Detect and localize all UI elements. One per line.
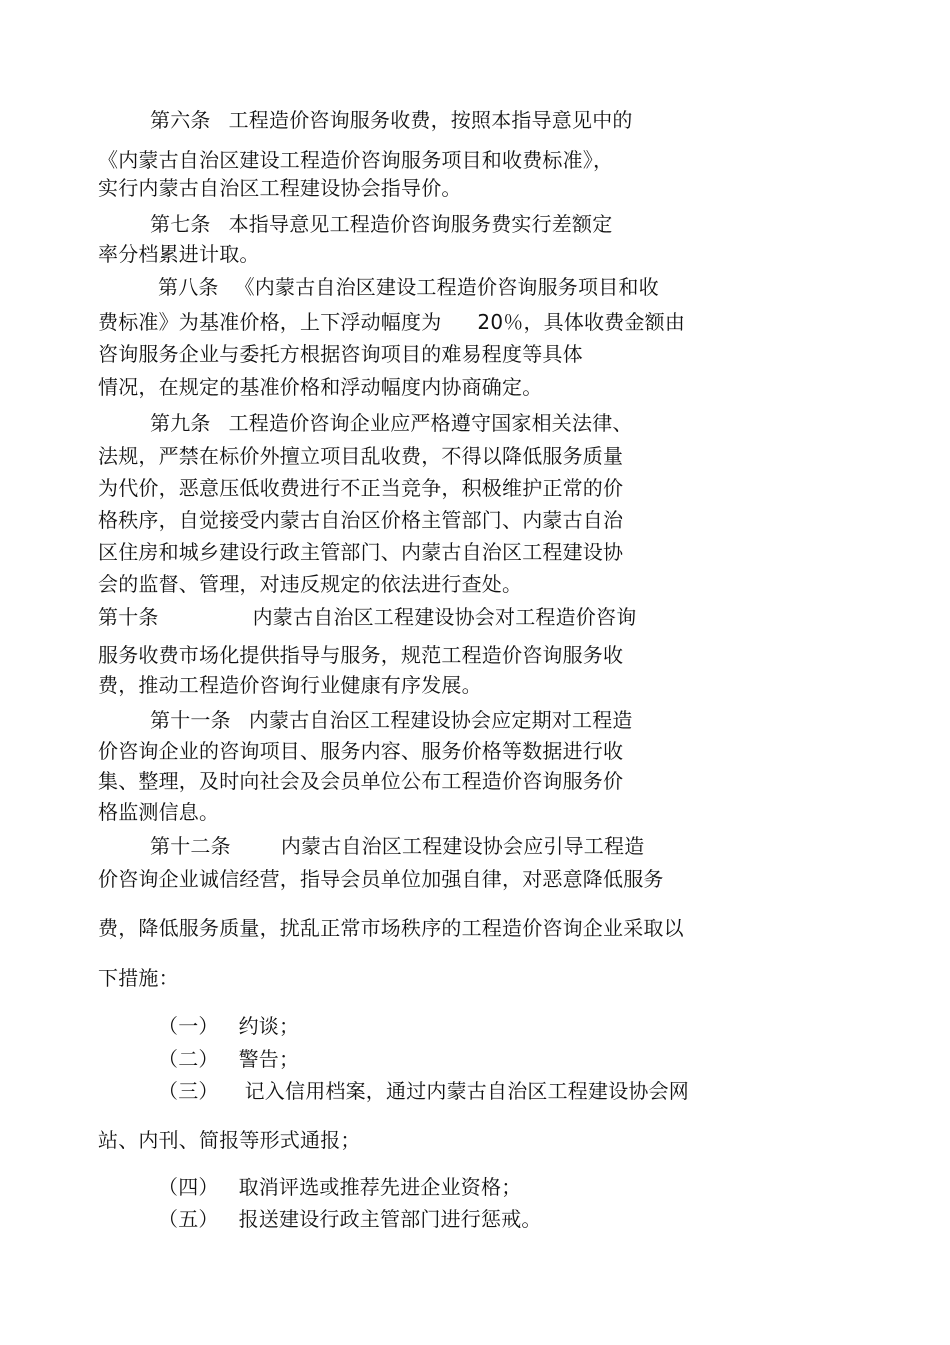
list-item-text: 报送建设行政主管部门进行惩戒。 bbox=[238, 1207, 542, 1231]
article-9-line-6: 会的监督、管理，对违反规定的依法进行查处。 bbox=[98, 572, 523, 596]
article-6-line-3: 实行内蒙古自治区工程建设协会指导价。 bbox=[98, 176, 462, 200]
list-item-number: （三） bbox=[158, 1079, 219, 1103]
article-8-line-4: 情况，在规定的基准价格和浮动幅度内协商确定。 bbox=[98, 375, 543, 399]
article-7-line-2: 率分档累进计取。 bbox=[98, 242, 260, 266]
article-12-text: 内蒙古自治区工程建设协会应引导工程造 bbox=[280, 834, 645, 858]
article-11-line-1 bbox=[150, 707, 633, 733]
article-8-text: 《内蒙古自治区建设工程造价咨询服务项目和收 bbox=[234, 275, 659, 299]
article-12-line-3: 费，降低服务质量，扰乱正常市场秩序的工程造价咨询企业采取以 bbox=[98, 916, 684, 940]
list-item-number: （一） bbox=[158, 1014, 219, 1038]
list-item-text: 记入信用档案，通过内蒙古自治区工程建设协会网 bbox=[244, 1079, 690, 1103]
article-11-text: 内蒙古自治区工程建设协会应定期对工程造 bbox=[248, 708, 633, 732]
list-item-text: 警告； bbox=[238, 1047, 300, 1071]
list-item bbox=[158, 1078, 689, 1104]
article-9-line-3: 为代价，恶意压低收费进行不正当竞争，积极维护正常的价 bbox=[98, 476, 624, 500]
list-item-number: （二） bbox=[158, 1047, 219, 1071]
article-9-text: 工程造价咨询企业应严格遵守国家相关法律、 bbox=[228, 411, 633, 435]
article-12-line-2: 价咨询企业诚信经营，指导会员单位加强自律，对恶意降低服务 bbox=[98, 867, 664, 891]
article-10-line-2: 服务收费市场化提供指导与服务，规范工程造价咨询服务收 bbox=[98, 643, 624, 667]
article-6-line-1 bbox=[150, 107, 633, 133]
article-10-line-1 bbox=[98, 604, 636, 630]
article-8-line-1 bbox=[158, 274, 659, 300]
article-12-line-4: 下措施： bbox=[98, 966, 179, 990]
list-item bbox=[158, 1046, 299, 1072]
article-10-line-3: 费，推动工程造价咨询行业健康有序发展。 bbox=[98, 673, 482, 697]
list-item-text: 取消评选或推荐先进企业资格； bbox=[238, 1175, 522, 1199]
article-11-label: 第十一条 bbox=[150, 708, 231, 732]
article-8-text-2b: 20％，具体收费金额由 bbox=[477, 310, 686, 334]
article-8-line-2 bbox=[98, 309, 685, 335]
article-9-line-5: 区住房和城乡建设行政主管部门、内蒙古自治区工程建设协 bbox=[98, 540, 624, 564]
article-9-label: 第九条 bbox=[150, 411, 211, 435]
list-item-number: （五） bbox=[158, 1207, 219, 1231]
article-7-label: 第七条 bbox=[150, 212, 211, 236]
article-6-line-2: 《内蒙古自治区建设工程造价咨询服务项目和收费标准》， bbox=[98, 148, 614, 172]
article-9-line-4: 格秩序，自觉接受内蒙古自治区价格主管部门、内蒙古自治 bbox=[98, 508, 624, 532]
article-10-label: 第十条 bbox=[98, 605, 159, 629]
list-item-number: （四） bbox=[158, 1175, 219, 1199]
article-11-line-2: 价咨询企业的咨询项目、服务内容、服务价格等数据进行收 bbox=[98, 739, 624, 763]
list-item bbox=[158, 1174, 521, 1200]
list-item-text: 约谈； bbox=[238, 1014, 300, 1038]
article-11-line-3: 集、整理，及时向社会及会员单位公布工程造价咨询服务价 bbox=[98, 769, 624, 793]
article-7-line-1 bbox=[150, 211, 612, 237]
article-10-text: 内蒙古自治区工程建设协会对工程造价咨询 bbox=[252, 605, 637, 629]
article-7-text: 本指导意见工程造价咨询服务费实行差额定 bbox=[228, 212, 613, 236]
article-11-line-4: 格监测信息。 bbox=[98, 800, 220, 824]
article-6-text: 工程造价咨询服务收费，按照本指导意见中的 bbox=[228, 108, 633, 132]
article-6-label: 第六条 bbox=[150, 108, 211, 132]
article-8-text-2a: 费标准》为基准价格，上下浮动幅度为 bbox=[98, 310, 442, 334]
article-12-label: 第十二条 bbox=[150, 834, 231, 858]
article-9-line-1 bbox=[150, 410, 633, 436]
list-item bbox=[158, 1206, 542, 1232]
article-9-line-2: 法规，严禁在标价外擅立项目乱收费，不得以降低服务质量 bbox=[98, 444, 624, 468]
list-item bbox=[158, 1013, 299, 1039]
list-item-continuation: 站、内刊、简报等形式通报； bbox=[98, 1128, 361, 1152]
article-8-line-3: 咨询服务企业与委托方根据咨询项目的难易程度等具体 bbox=[98, 342, 583, 366]
article-8-label: 第八条 bbox=[158, 275, 219, 299]
article-12-line-1 bbox=[150, 833, 644, 859]
